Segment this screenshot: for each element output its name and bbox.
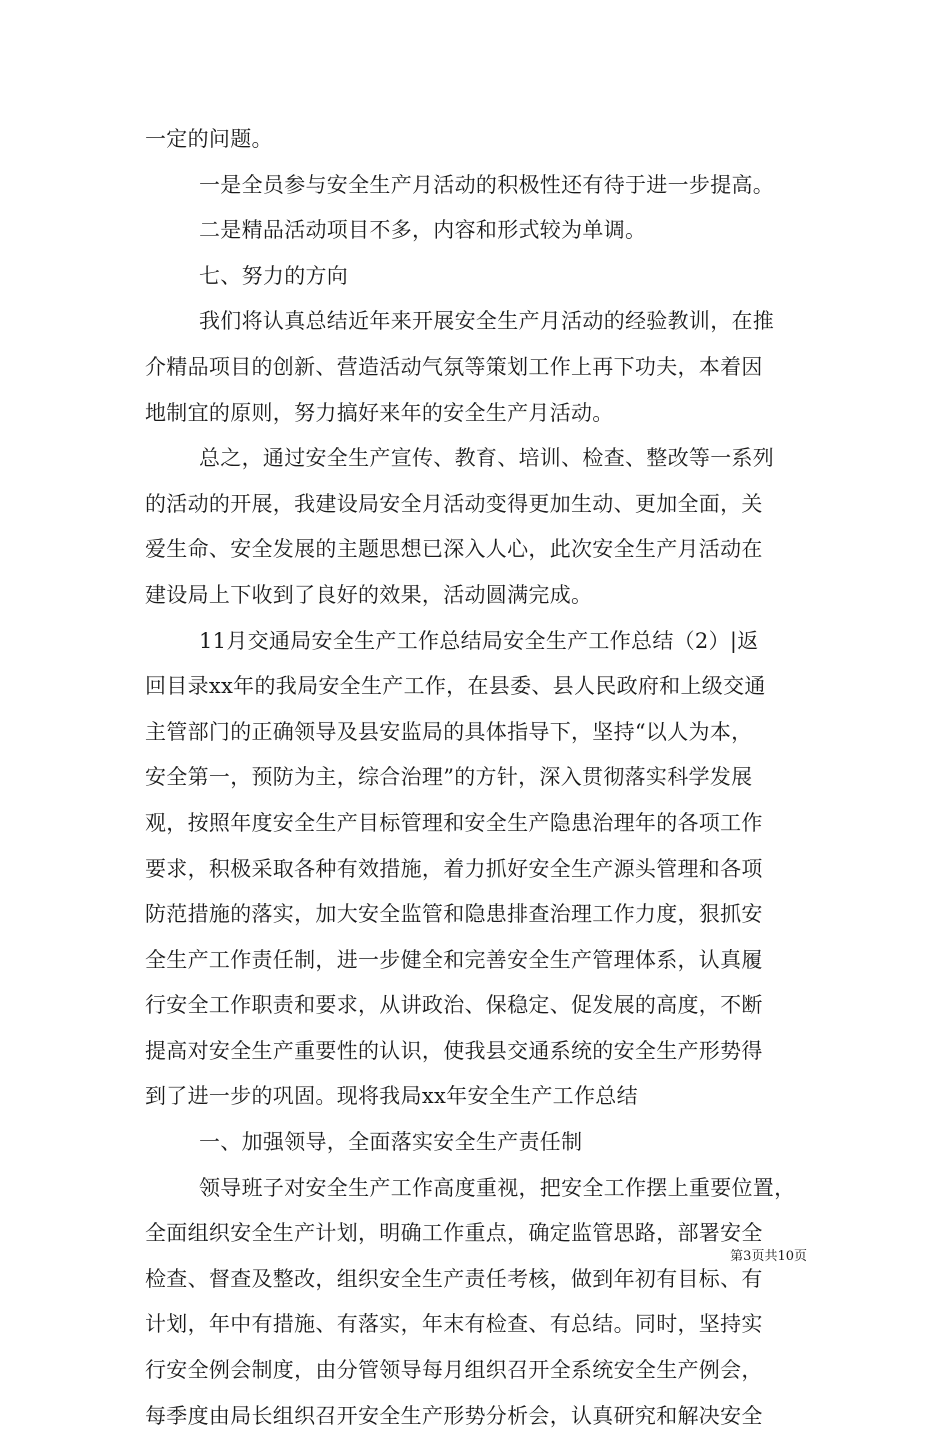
text-line: 七、努力的方向 — [199, 263, 349, 288]
text-line: 安全第一，预防为主，综合治理”的方针，深入贯彻落实科学发展 — [145, 765, 753, 790]
text-line: 检查、督查及整改，组织安全生产责任考核，做到年初有目标、有 — [145, 1266, 763, 1291]
page-footer — [0, 1245, 950, 1264]
text-line: 观，按照年度安全生产目标管理和安全生产隐患治理年的各项工作 — [145, 810, 763, 835]
text-line: 一是全员参与安全生产月活动的积极性还有待于进一步提高。 — [199, 172, 775, 197]
text-line: 我们将认真总结近年来开展安全生产月活动的经验教训，在推 — [199, 309, 775, 334]
text-line: 计划，年中有措施、有落实，年末有检查、有总结。同时，坚持实 — [145, 1312, 763, 1337]
text-line: 行安全工作职责和要求，从讲政治、保稳定、促发展的高度，不断 — [145, 993, 763, 1018]
text-line: 地制宜的原则，努力搞好来年的安全生产月活动。 — [145, 400, 614, 425]
text-line: 建设局上下收到了良好的效果，活动圆满完成。 — [145, 582, 593, 607]
text-line: 每季度由局长组织召开安全生产形势分析会，认真研究和解决安全 — [145, 1403, 763, 1428]
text-line: 回目录xx年的我局安全生产工作，在县委、县人民政府和上级交通 — [145, 674, 766, 699]
text-line: 到了进一步的巩固。现将我局xx年安全生产工作总结 — [145, 1084, 638, 1109]
text-line: 一定的问题。 — [145, 127, 273, 151]
text-line: 二是精品活动项目不多，内容和形式较为单调。 — [199, 218, 647, 243]
text-line: 总之，通过安全生产宣传、教育、培训、检查、整改等一系列 — [199, 446, 775, 471]
page-number: 第3页共10页 — [730, 1249, 807, 1264]
text-line: 要求，积极采取各种有效措施，着力抓好安全生产源头管理和各项 — [145, 856, 763, 881]
text-line: 11月交通局安全生产工作总结局安全生产工作总结（2）|返 — [199, 628, 759, 653]
text-line: 防范措施的落实，加大安全监管和隐患排查治理工作力度，狠抓安 — [145, 902, 763, 927]
text-line: 的活动的开展，我建设局安全月活动变得更加生动、更加全面，关 — [145, 491, 763, 516]
text-line: 领导班子对安全生产工作高度重视，把安全工作摆上重要位置， — [199, 1175, 796, 1200]
text-line: 全面组织安全生产计划，明确工作重点，确定监管思路，部署安全 — [145, 1221, 763, 1246]
text-line: 一、加强领导，全面落实安全生产责任制 — [199, 1130, 583, 1155]
document-body — [145, 117, 807, 1439]
text-line: 行安全例会制度，由分管领导每月组织召开全系统安全生产例会， — [145, 1358, 763, 1383]
text-line: 全生产工作责任制，进一步健全和完善安全生产管理体系，认真履 — [145, 947, 763, 972]
text-line: 主管部门的正确领导及县安监局的具体指导下，坚持“以人为本， — [145, 719, 753, 744]
text-line: 提高对安全生产重要性的认识，使我县交通系统的安全生产形势得 — [145, 1038, 763, 1063]
text-line: 介精品项目的创新、营造活动气氛等策划工作上再下功夫，本着因 — [145, 354, 763, 379]
text-line: 爱生命、安全发展的主题思想已深入人心，此次安全生产月活动在 — [145, 537, 763, 562]
